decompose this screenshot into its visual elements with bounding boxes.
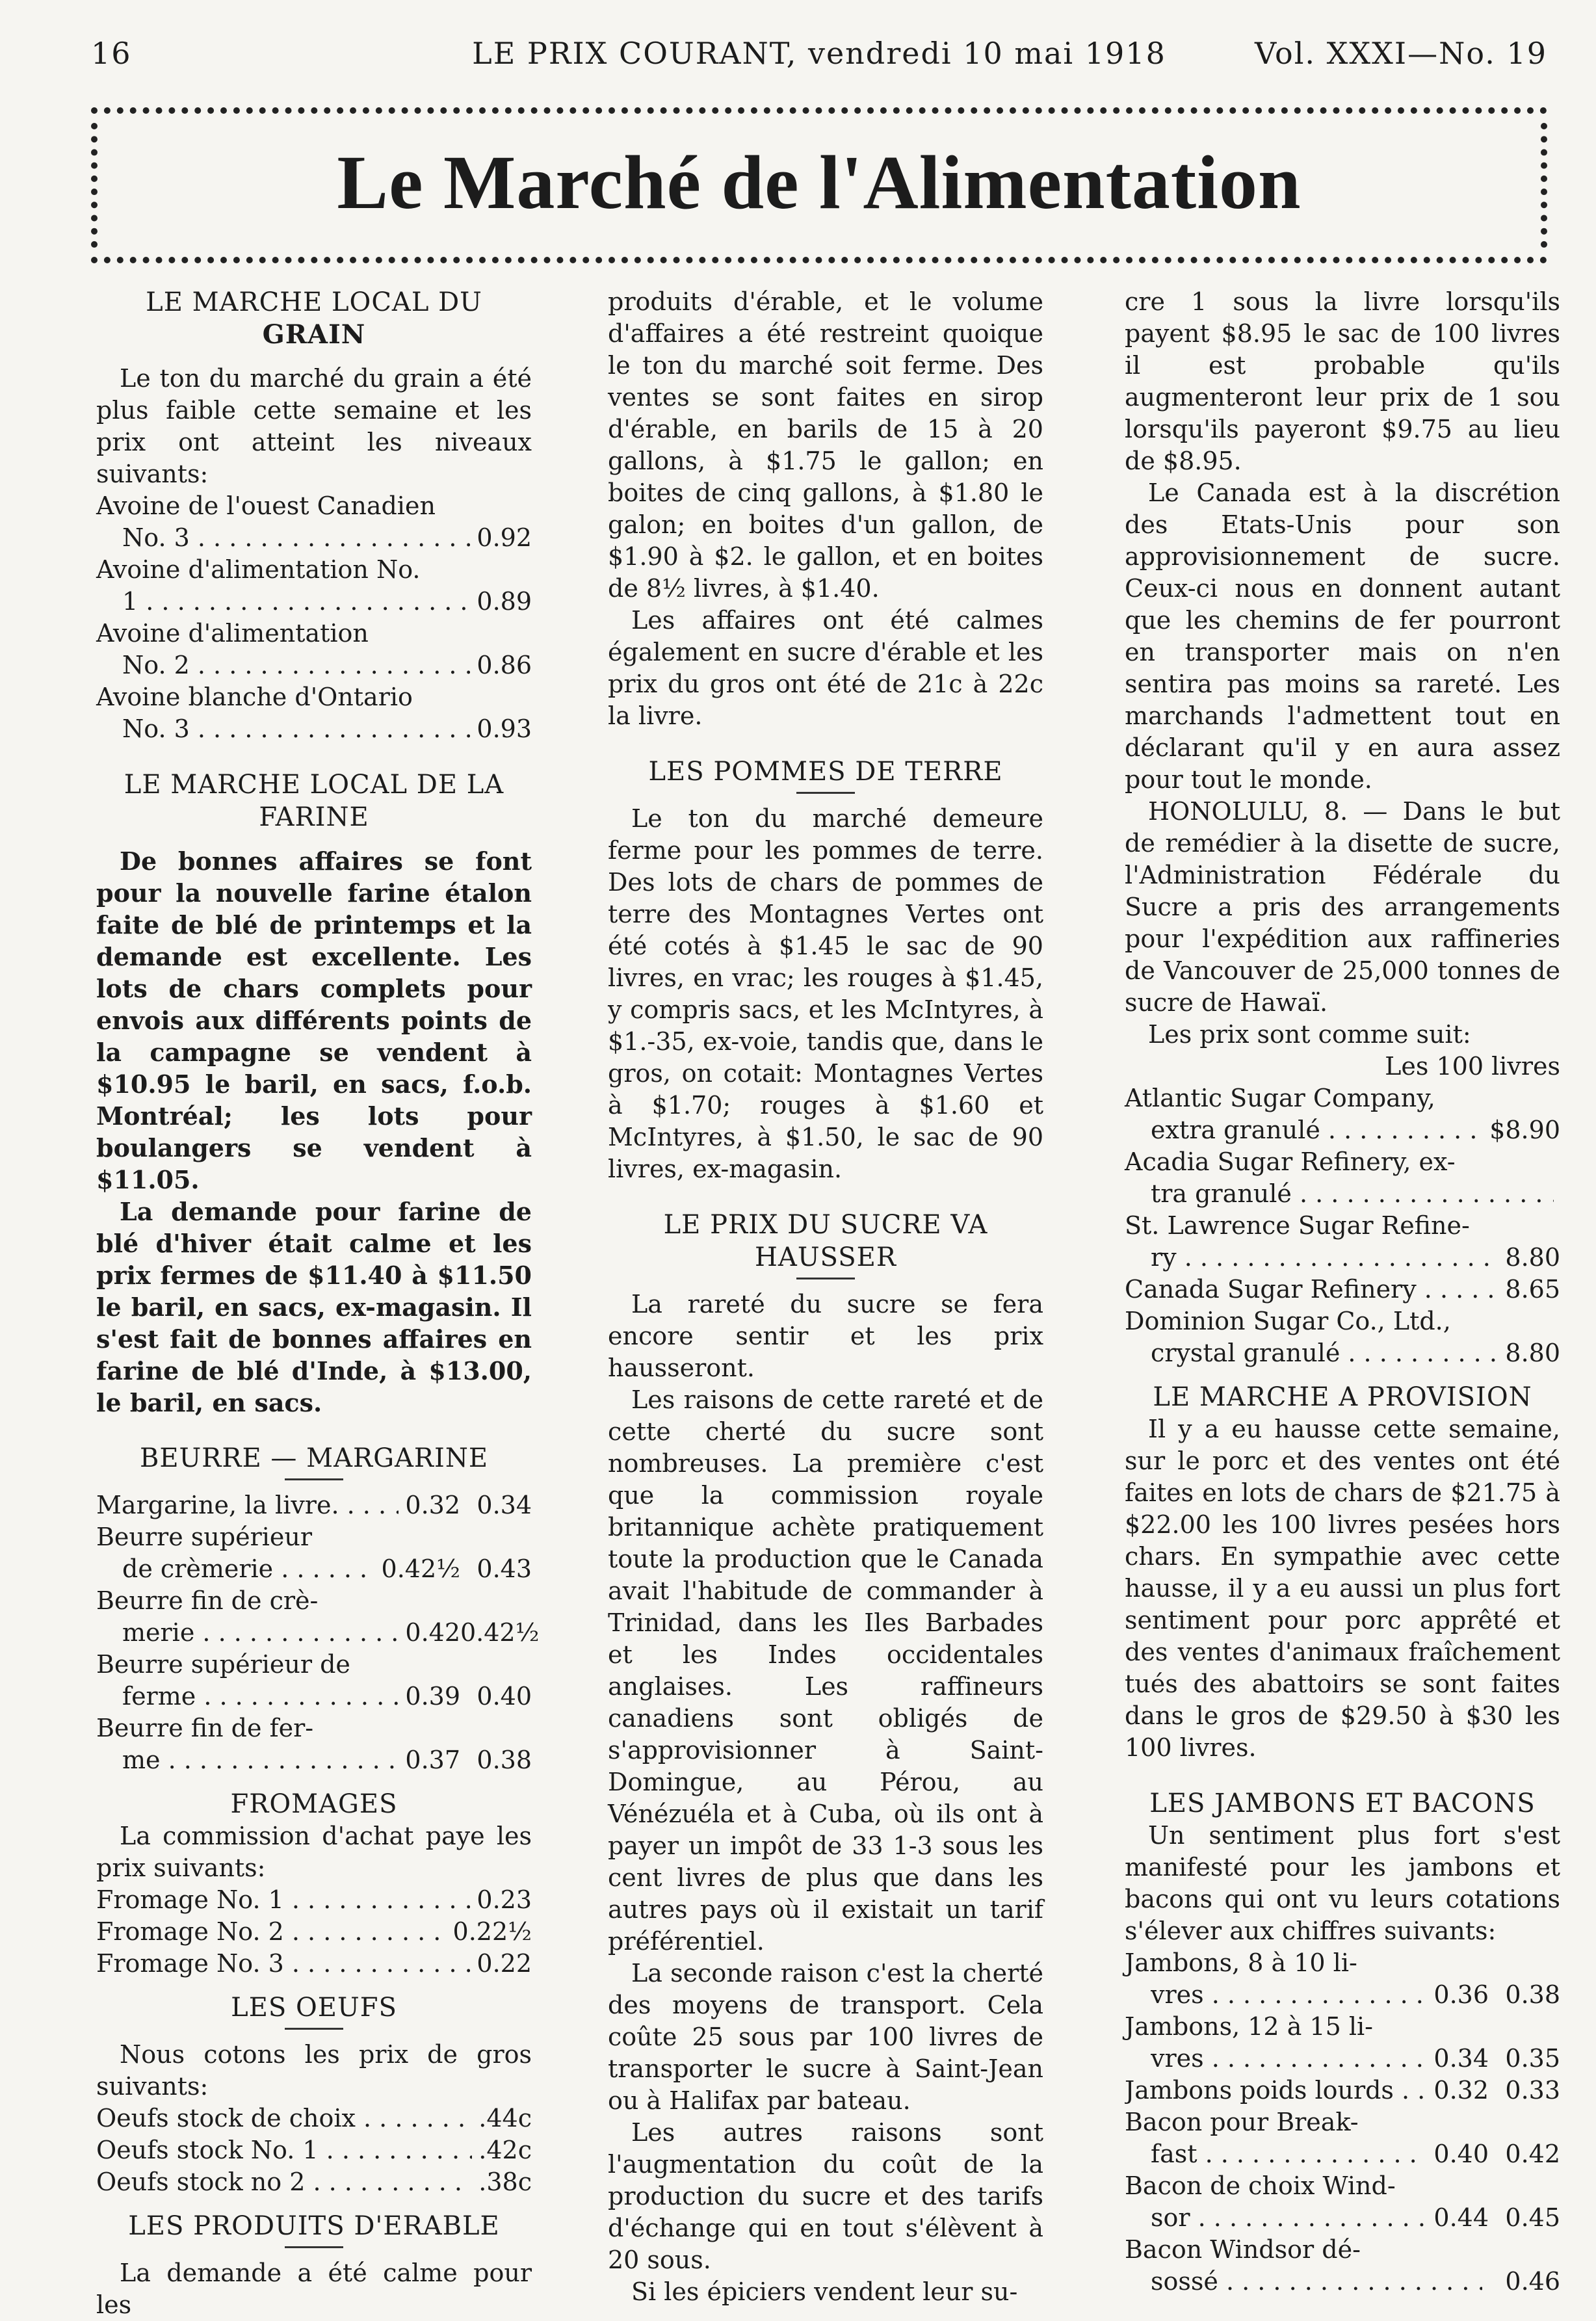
column-3 xyxy=(1125,286,1560,2298)
sucre-item-label: St. Lawrence Sugar Refine- xyxy=(1125,1211,1470,1240)
grain-intro: Le ton du marché du grain a été plus faible cette semaine et les prix ont atteint les niveaux suivants: xyxy=(96,364,532,488)
erable-paragraph: Les affaires ont été calmes également en sucre d'érable et les prix du gros ont été de 21c à 22c la livre. xyxy=(608,606,1043,730)
grain-item-row: No. 3 . . . 0.93 xyxy=(96,713,532,745)
sucre-unit: Les 100 livres xyxy=(1385,1052,1560,1081)
beurre-item-row: ferme . . . 0.39 0.40 xyxy=(96,1681,532,1712)
jambons-prices xyxy=(1125,1947,1560,2298)
sucre-paragraph: La seconde raison c'est la cherté des moyens de transport. Cela coûte 25 sous par 100 livres de transporter le sucre à Saint-Jean ou à Halifax par bateau. xyxy=(608,1959,1043,2115)
beurre-heading: BEURRE — MARGARINE xyxy=(139,1443,489,1473)
grain-item-label: Avoine de l'ouest Canadien xyxy=(96,492,436,520)
jambon-item-row: fast . . . 0.40 0.42 xyxy=(1125,2138,1560,2170)
beurre-item-row: Margarine, la livre. . . . 0.32 0.34 xyxy=(96,1489,532,1521)
section-banner xyxy=(91,107,1547,263)
sucre-paragraph: HONOLULU, 8. — Dans le but de remédier à la disette de sucre, l'Administration Fédérale du Sucre a pris des arrangements pour l'expédition aux raffineries de Vancouver de 25,000 tonnes de sucre de Hawaï. xyxy=(1125,797,1560,1017)
sucre-item-row: extra granulé . . . $8.90 xyxy=(1125,1114,1560,1146)
sucre-item-label: Atlantic Sugar Company, xyxy=(1125,1084,1435,1112)
beurre-item-label: Beurre supérieur de xyxy=(96,1650,350,1679)
jambon-item-label: Bacon Windsor dé- xyxy=(1125,2235,1361,2264)
grain-item-label: Avoine d'alimentation xyxy=(96,619,369,648)
jambon-item-label: Bacon de choix Wind- xyxy=(1125,2171,1396,2200)
divider xyxy=(796,1278,855,1279)
jambon-item-row: vres . . . 0.34 0.35 xyxy=(1125,2043,1560,2075)
page-number: 16 xyxy=(91,36,132,71)
erable-paragraph-start: La demande a été calme pour les xyxy=(96,2259,532,2319)
jambon-item-row: Jambons poids lourds . . . 0.32 0.33 xyxy=(1125,2075,1560,2106)
farine-heading: LE MARCHE LOCAL DE LA FARINE xyxy=(124,770,504,832)
sucre-paragraph: Les autres raisons sont l'augmentation du coût de la production du sucre et des tarifs d'échange qui en tout s'élèvent à 20 sous. xyxy=(608,2118,1043,2274)
divider xyxy=(796,792,855,794)
fromage-item-row: Fromage No. 3 . . . 0.22 xyxy=(96,1948,532,1980)
jambon-item-row: sor . . . 0.44 0.45 xyxy=(1125,2202,1560,2234)
oeuf-item-row: Oeufs stock No. 1 . . . .42c xyxy=(96,2134,532,2166)
jambon-item-row: vres . . . 0.36 0.38 xyxy=(1125,1979,1560,2011)
sucre-item-row: ry . . . 8.80 xyxy=(1125,1242,1560,1274)
sucre-paragraph: La rareté du sucre se fera encore sentir et les prix hausseront. xyxy=(608,1290,1043,1382)
sucre-prices xyxy=(1125,1082,1560,1369)
provision-paragraph: Il y a eu hausse cette semaine, sur le porc et des ventes ont été faites en lots de chars de $21.75 à $22.00 les 100 livres pesées hors chars. En sympathie avec cette hausse, il y a eu aussi un plus fort sentiment pour porc apprêté et des ventes d'animaux fraîchement tués des abattoirs se sont faites dans le gros de $29.50 à $30 les 100 livres. xyxy=(1125,1415,1560,1762)
oeufs-prices xyxy=(96,2103,532,2198)
sucre-item-row: Canada Sugar Refinery . . . 8.65 xyxy=(1125,1274,1560,1305)
grain-item-label: Avoine d'alimentation No. xyxy=(96,555,421,584)
divider xyxy=(285,2246,343,2248)
grain-item-label: Avoine blanche d'Ontario xyxy=(96,683,413,711)
jambons-heading: LES JAMBONS ET BACONS xyxy=(1149,1789,1536,1818)
pommes-paragraph: Le ton du marché demeure ferme pour les pommes de terre. Des lots de chars de pommes de terre des Montagnes Vertes ont été cotés à $1.45 le sac de 90 livres, en vrac; les rouges à $1.45, y compris sacs, et les McIntyres, à $1.-35, ex-voie, tandis que, dans le gros, on cotait: Montagnes Vertes à $1.70; rouges à $1.60 et McIntyres, à $1.50, le sac de 90 livres, ex-magasin. xyxy=(608,804,1043,1183)
fromage-item-row: Fromage No. 1 . . . 0.23 xyxy=(96,1884,532,1916)
erable-heading: LES PRODUITS D'ERABLE xyxy=(128,2211,500,2241)
oeuf-item-row: Oeufs stock de choix . . . .44c xyxy=(96,2103,532,2134)
beurre-item-label: Beurre fin de fer- xyxy=(96,1714,314,1742)
erable-paragraph-cont: produits d'érable, et le volume d'affaires a été restreint quoique le ton du marché soit ferme. Des ventes se sont faites en sirop d'érable, en barils de 15 à 20 gallons, à $1.75 le gallon; en boites de cinq gallons, à $1.80 le galon; en boites d'un gallon, de $1.90 à $2. le gallon, et en boites de 8½ livres, à $1.40. xyxy=(608,287,1043,603)
fromages-intro: La commission d'achat paye les prix suivants: xyxy=(96,1822,532,1882)
jambon-item-label: Jambons, 12 à 15 li- xyxy=(1125,2012,1374,2041)
oeufs-heading: LES OEUFS xyxy=(231,1993,397,2023)
jambons-paragraph: Un sentiment plus fort s'est manifesté pour les jambons et bacons qui ont vu leurs cotations s'élever aux chiffres suivants: xyxy=(1125,1821,1560,1945)
sucre-item-label: Dominion Sugar Co., Ltd., xyxy=(1125,1307,1451,1335)
oeuf-item-row: Oeufs stock no 2 . . . .38c xyxy=(96,2166,532,2198)
grain-item-row: No. 2 . . . 0.86 xyxy=(96,649,532,681)
sucre-paragraph: Les raisons de cette rareté et de cette cherté du sucre sont nombreuses. La première c'est que la commission royale britannique achète pratiquement toute la production que le Canada avait l'habitude de commander à Trinidad, dans les Iles Barbades et les Indes occidentales anglaises. Les raffineurs canadiens sont obligés de s'approvisionner à Saint-Domingue, au Pérou, au Vénézuéla et à Cuba, où ils ont à payer un impôt de 33 1-3 sous les cent livres de plus que dans les autres pays où il existait un tarif préférentiel. xyxy=(608,1385,1043,1956)
pommes-heading: LES POMMES DE TERRE xyxy=(648,757,1003,787)
grain-item-row: No. 3 . . . 0.92 xyxy=(96,522,532,554)
fromages-heading: FROMAGES xyxy=(230,1789,398,1819)
grain-heading: LE MARCHE LOCAL DU GRAIN xyxy=(146,287,482,350)
beurre-item-row: de crèmerie . . . 0.42½ 0.43 xyxy=(96,1553,532,1585)
grain-item-row: 1 . . . 0.89 xyxy=(96,586,532,618)
sucre-paragraph-cont: cre 1 sous la livre lorsqu'ils payent $8.95 le sac de 100 livres il est probable qu'ils augmenteront leur prix de 1 sou lorsqu'ils payeront $9.75 au lieu de $8.95. xyxy=(1125,287,1560,475)
publication-line: LE PRIX COURANT, vendredi 10 mai 1918 xyxy=(472,36,1166,71)
sucre-item-row: crystal granulé . . . 8.80 xyxy=(1125,1337,1560,1369)
sucre-paragraph: Les prix sont comme suit: xyxy=(1148,1020,1471,1049)
beurre-item-label: Beurre fin de crè- xyxy=(96,1586,319,1615)
sucre-item-row: tra granulé . . . xyxy=(1125,1178,1560,1210)
sucre-heading: LE PRIX DU SUCRE VA HAUSSER xyxy=(663,1210,988,1272)
jambon-item-row: sossé . . . 0.46 xyxy=(1125,2266,1560,2298)
jambon-item-label: Jambons, 8 à 10 li- xyxy=(1125,1948,1357,1977)
farine-paragraph: De bonnes affaires se font pour la nouvelle farine étalon faite de blé de printemps et la demande est excellente. Les lots de chars complets pour envois aux différents points de la campagne se vendent à $10.95 le baril, en sacs, f.o.b. Montréal; les lots pour boulangers se vendent à $11.05. xyxy=(96,846,532,1194)
beurre-prices xyxy=(96,1489,540,1776)
fromages-prices xyxy=(96,1884,532,1980)
beurre-item-label: Beurre supérieur xyxy=(96,1523,313,1551)
provision-heading: LE MARCHE A PROVISION xyxy=(1153,1382,1532,1412)
column-2 xyxy=(608,286,1043,2308)
beurre-item-row: me . . . 0.37 0.38 xyxy=(96,1744,532,1776)
fromage-item-row: Fromage No. 2 . . . 0.22½ xyxy=(96,1916,532,1948)
column-1 xyxy=(96,286,540,2321)
beurre-item-row: merie . . . 0.42 0.42½ xyxy=(96,1617,532,1649)
section-title: Le Marché de l'Alimentation xyxy=(337,140,1302,225)
volume-number: Vol. XXXI—No. 19 xyxy=(1255,36,1547,71)
sucre-paragraph-start: Si les épiciers vendent leur su- xyxy=(631,2277,1018,2306)
sucre-paragraph: Le Canada est à la discrétion des Etats-Unis pour son approvisionnement de sucre. Ceux-ci nous en donnent autant que les chemins de fer pourront en transporter mais on n'en sentira pas moins sa rareté. Les marchands l'admettent tout en déclarant qu'il y en aura assez pour tout le monde. xyxy=(1125,479,1560,794)
sucre-item-label: Acadia Sugar Refinery, ex- xyxy=(1125,1147,1456,1176)
farine-paragraph: La demande pour farine de blé d'hiver était calme et les prix fermes de $11.40 à $11.50 le baril, en sacs, ex-magasin. Il s'est fait de bonnes affaires en farine de blé d'Inde, à $13.00, le baril, en sacs. xyxy=(96,1197,532,1417)
divider xyxy=(285,2028,343,2030)
oeufs-intro: Nous cotons les prix de gros suivants: xyxy=(96,2040,532,2101)
divider xyxy=(285,1478,343,1480)
grain-prices xyxy=(96,490,532,745)
jambon-item-label: Bacon pour Break- xyxy=(1125,2108,1359,2136)
page-header xyxy=(91,36,1547,81)
